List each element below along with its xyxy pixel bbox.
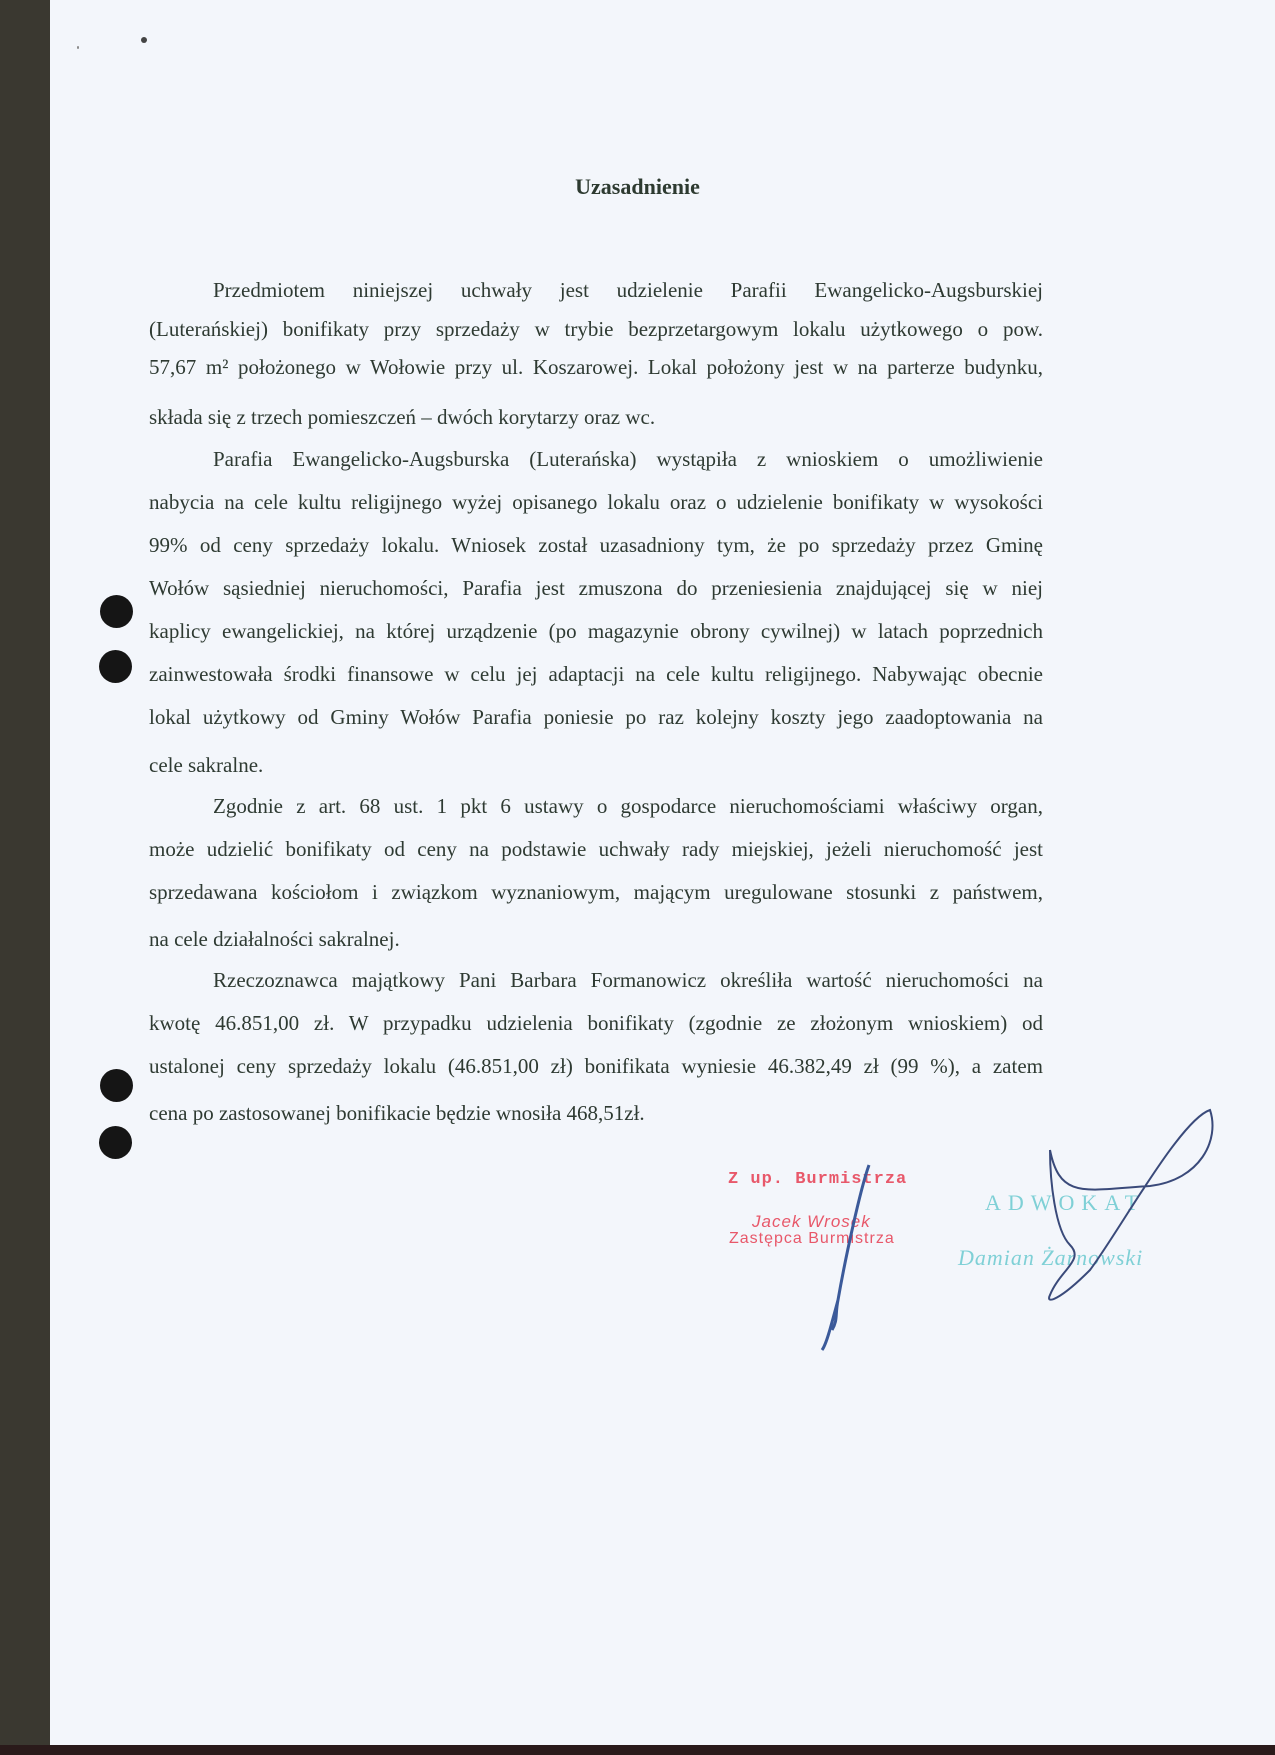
stamp-adwokat-name: Damian Żarnowski	[958, 1245, 1144, 1270]
text-line: 99% od ceny sprzedaży lokalu. Wniosek został uzasadniony tym, że po sprzedaży przez Gminę	[149, 533, 1043, 557]
text-line: kwotę 46.851,00 zł. W przypadku udzielenia bonifikaty (zgodnie ze złożonym wnioskiem) od	[149, 1011, 1043, 1035]
text-line: ustalonej ceny sprzedaży lokalu (46.851,00 zł) bonifikata wyniesie 46.382,49 zł (99 %), a zatem	[149, 1054, 1043, 1078]
text-line: Przedmiotem niniejszej uchwały jest udzielenie Parafii Ewangelicko-Augsburskiej	[213, 278, 1043, 302]
document-page	[50, 0, 1275, 1745]
text-line: zainwestowała środki finansowe w celu jej adaptacji na cele kultu religijnego. Nabywając obecnie	[149, 662, 1043, 686]
text-line: (Luterańskiej) bonifikaty przy sprzedaży w trybie bezprzetargowym lokalu użytkowego o pow.	[149, 317, 1043, 341]
text-line: składa się z trzech pomieszczeń – dwóch korytarzy oraz wc.	[149, 405, 656, 429]
text-line: na cele działalności sakralnej.	[149, 927, 400, 951]
text-line: Rzeczoznawca majątkowy Pani Barbara Formanowicz określiła wartość nieruchomości na	[213, 968, 1043, 992]
text-line: kaplicy ewangelickiej, na której urządzenie (po magazynie obrony cywilnej) w latach poprzednich	[149, 619, 1043, 643]
text-line: może udzielić bonifikaty od ceny na podstawie uchwały rady miejskiej, jeżeli nieruchomość jest	[149, 837, 1043, 861]
punch-hole	[100, 595, 133, 628]
scan-left-edge	[0, 0, 50, 1755]
document-title: Uzasadnienie	[575, 174, 700, 199]
text-line: cena po zastosowanej bonifikacie będzie wnosiła 468,51zł.	[149, 1101, 645, 1125]
punch-hole	[99, 1126, 132, 1159]
scan-bottom-edge	[0, 1745, 1275, 1755]
text-line: sprzedawana kościołom i związkom wyznaniowym, mającym uregulowane stosunki z państwem,	[149, 880, 1043, 904]
punch-hole	[100, 1069, 133, 1102]
text-line: cele sakralne.	[149, 753, 264, 777]
stamp-burmistrz-name: Jacek Wrosek	[752, 1212, 871, 1231]
punch-hole	[99, 650, 132, 683]
text-line: Parafia Ewangelicko-Augsburska (Luterańska) wystąpiła z wnioskiem o umożliwienie	[213, 447, 1043, 471]
speck-mark	[77, 46, 79, 49]
stamp-adwokat-title: ADWOKAT	[985, 1190, 1146, 1215]
text-line: 57,67 m² położonego w Wołowie przy ul. Koszarowej. Lokal położony jest w na parterze budynku,	[149, 355, 1043, 379]
text-line: lokal użytkowy od Gminy Wołów Parafia poniesie po raz kolejny koszty jego zaadoptowania na	[149, 705, 1043, 729]
stamp-burmistrz-title: Z up. Burmistrza	[728, 1170, 908, 1189]
text-line: Wołów sąsiedniej nieruchomości, Parafia jest zmuszona do przeniesienia znajdującej się w niej	[149, 576, 1043, 600]
text-line: Zgodnie z art. 68 ust. 1 pkt 6 ustawy o gospodarce nieruchomościami właściwy organ,	[213, 794, 1043, 818]
speck-mark	[141, 37, 147, 43]
stamp-burmistrz-role: Zastępca Burmistrza	[729, 1230, 895, 1247]
text-line: nabycia na cele kultu religijnego wyżej opisanego lokalu oraz o udzielenie bonifikaty w wysokości	[149, 490, 1043, 514]
